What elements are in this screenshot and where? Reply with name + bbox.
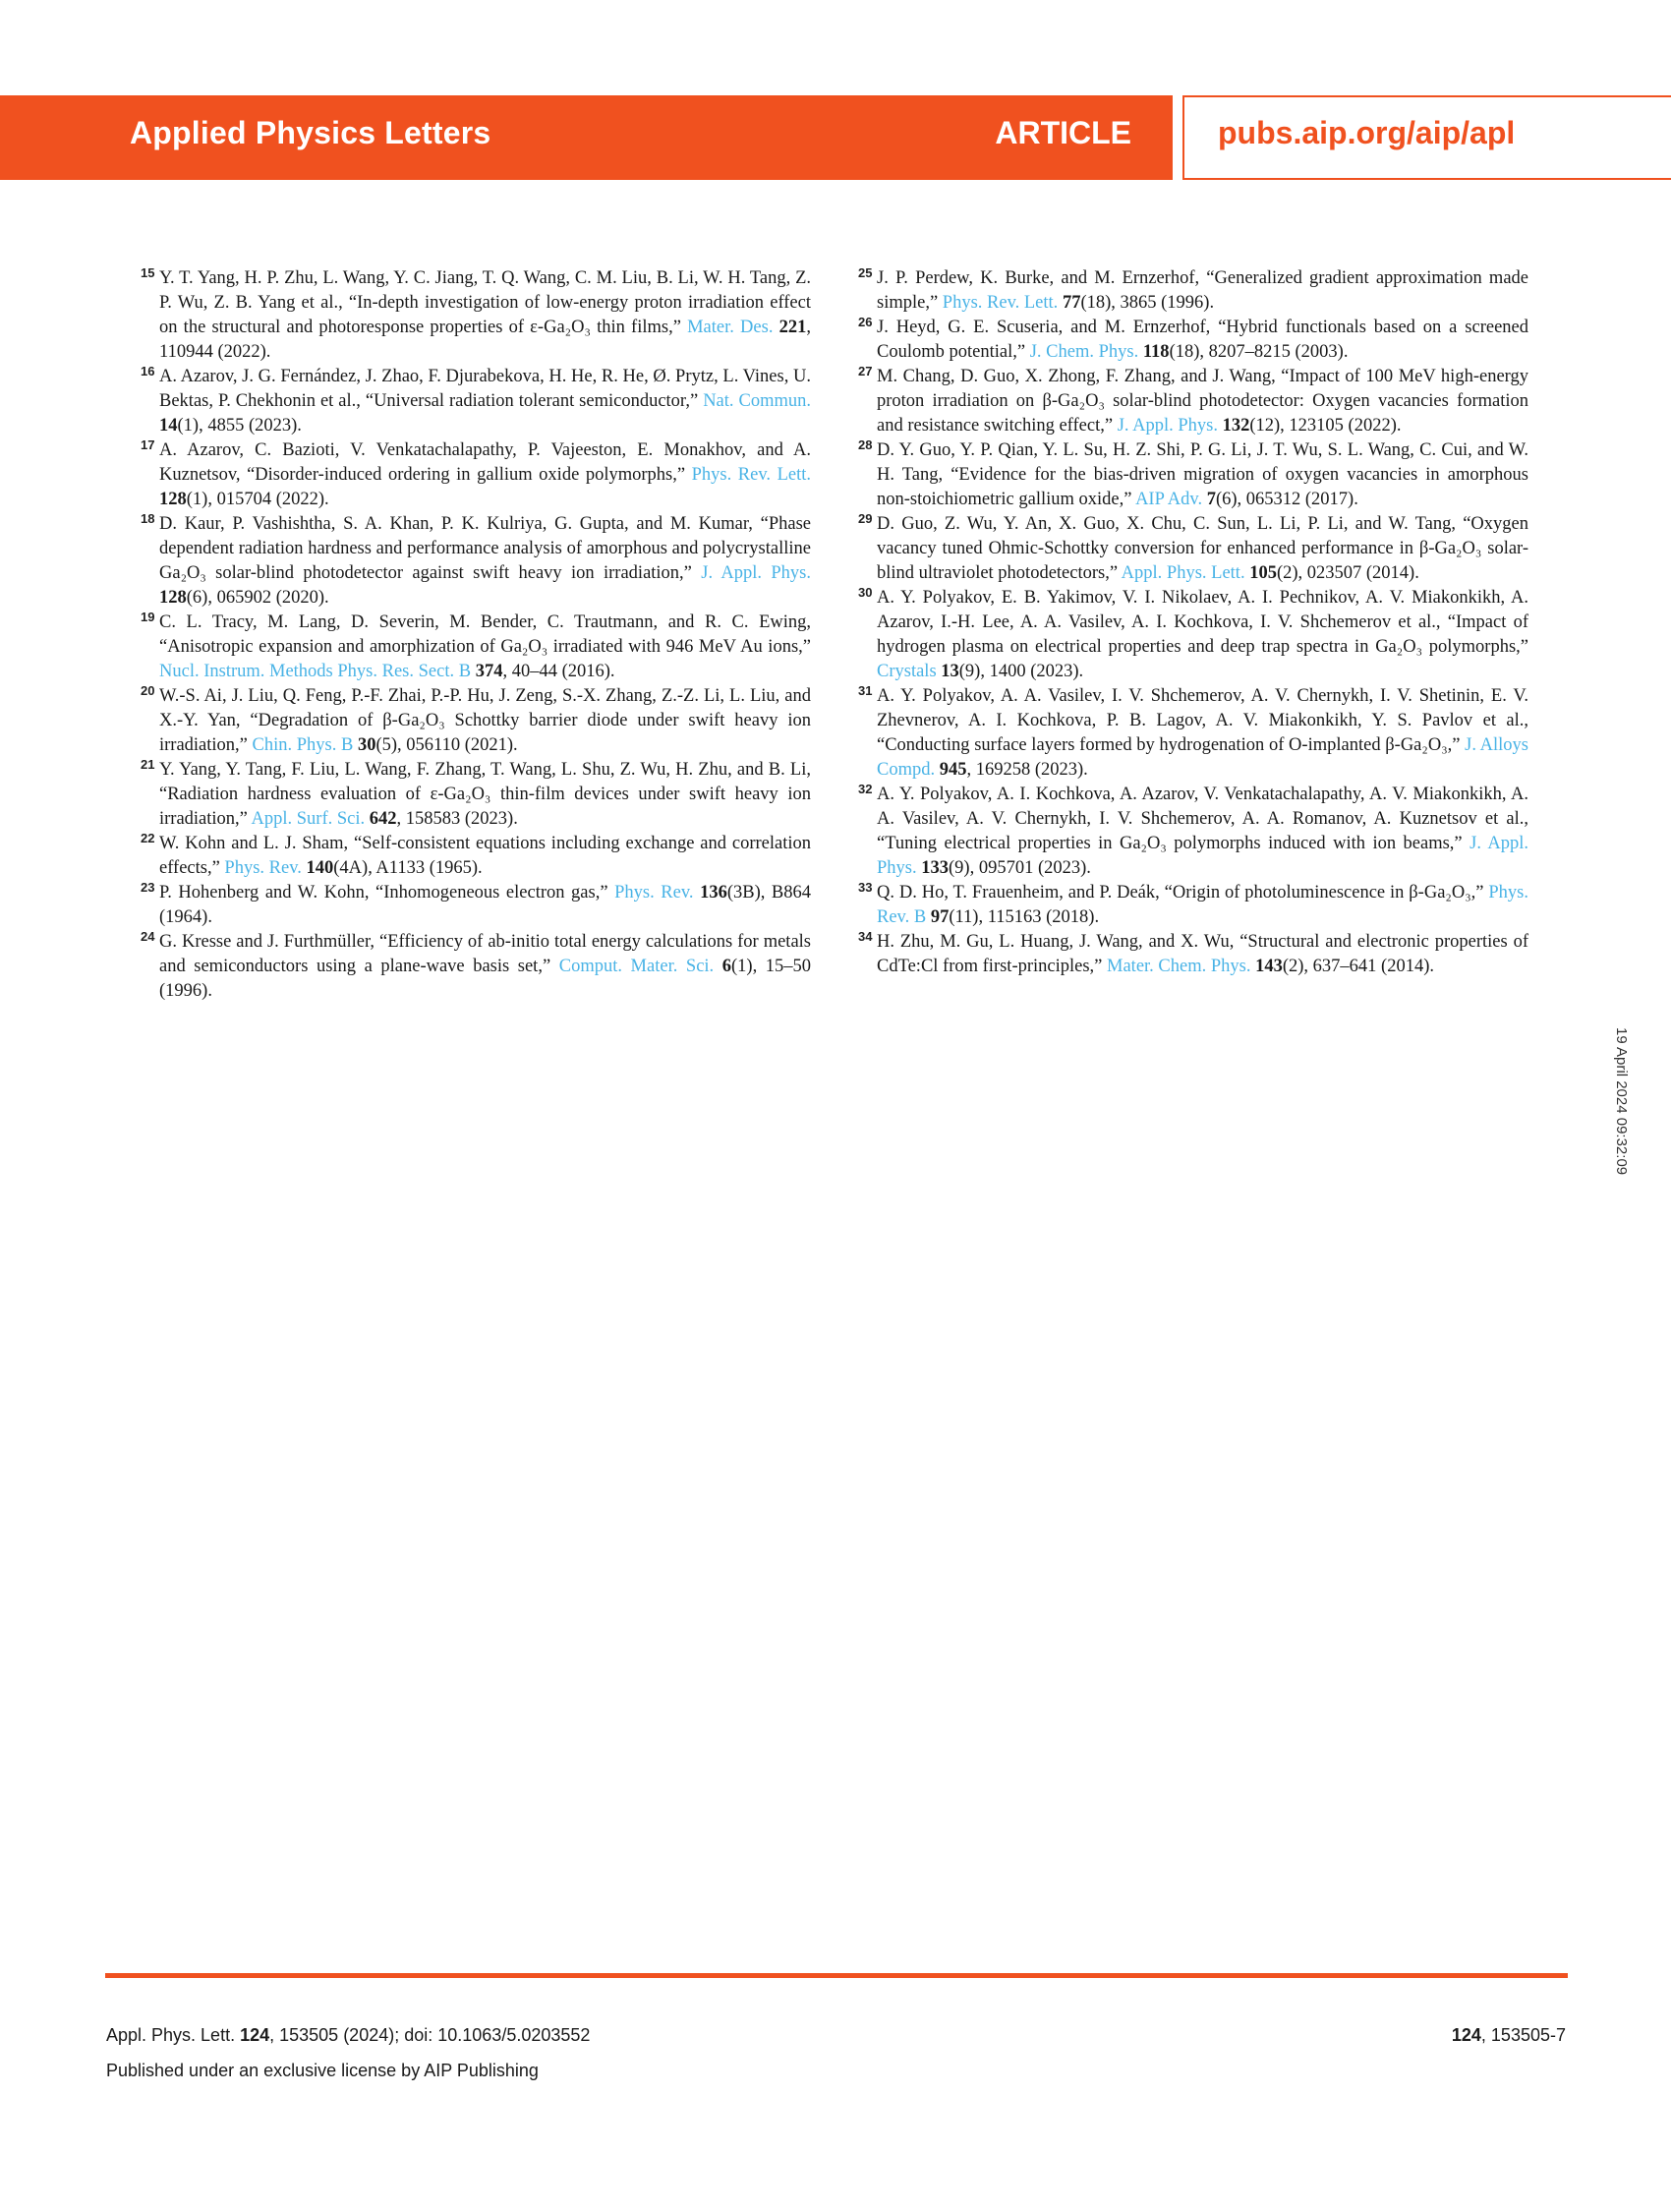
reference-item — [141, 684, 811, 758]
reference-volume: 128 — [159, 588, 187, 608]
reference-pages-year: , 169258 (2023). — [966, 760, 1088, 780]
reference-pages-year: (2), 023507 (2014). — [1276, 563, 1419, 583]
reference-pages-year: , 40–44 (2016). — [502, 662, 615, 681]
reference-pages-year: (6), 065312 (2017). — [1215, 490, 1358, 509]
reference-number: 23 — [141, 880, 155, 895]
reference-volume: 14 — [159, 416, 178, 436]
reference-volume: 143 — [1255, 957, 1283, 976]
reference-number: 25 — [858, 265, 873, 280]
reference-item — [858, 438, 1528, 512]
header-banner — [0, 95, 1173, 180]
reference-number: 15 — [141, 265, 155, 280]
reference-number: 32 — [858, 782, 873, 796]
reference-pages-year: (9), 1400 (2023). — [958, 662, 1084, 681]
reference-journal-link[interactable]: Appl. Surf. Sci. — [251, 809, 366, 829]
reference-item — [858, 684, 1528, 783]
reference-text: H. Zhu, M. Gu, L. Huang, J. Wang, and X. Wu, “Structural and electronic properties of CdTe:Cl from first-principles,” — [877, 932, 1528, 976]
reference-text: G. Kresse and J. Furthmüller, “Efficiency of ab-initio total energy calculations for metals and semiconductors using a plane-wave basis set,” — [159, 932, 811, 976]
reference-item — [858, 365, 1528, 438]
reference-number: 31 — [858, 683, 873, 698]
reference-journal-link[interactable]: Mater. Chem. Phys. — [1107, 957, 1251, 976]
citation-doi[interactable]: , 153505 (2024); doi: 10.1063/5.0203552 — [269, 2025, 591, 2045]
reference-volume: 30 — [357, 735, 376, 755]
references-column-right — [858, 266, 1528, 979]
reference-item — [858, 586, 1528, 684]
reference-item — [141, 832, 811, 881]
download-timestamp-text: 19 April 2024 09:32:09 — [1613, 1027, 1630, 1176]
reference-item — [141, 512, 811, 611]
page-volume: 124 — [1451, 2025, 1481, 2045]
reference-item — [858, 512, 1528, 586]
reference-number: 16 — [141, 364, 155, 378]
footer-divider — [105, 1973, 1568, 1978]
reference-volume: 132 — [1222, 416, 1250, 436]
reference-journal-link[interactable]: J. Chem. Phys. — [1029, 342, 1139, 362]
reference-journal-link[interactable]: Comput. Mater. Sci. — [558, 957, 715, 976]
reference-text: A. Azarov, J. G. Fernández, J. Zhao, F. Djurabekova, H. He, R. He, Ø. Prytz, L. Vines, U. Bektas, P. Chekhonin et al., “Universal radiation tolerant semiconductor,” — [159, 367, 811, 411]
reference-item — [858, 266, 1528, 316]
reference-volume: 118 — [1142, 342, 1170, 362]
reference-pages-year: (5), 056110 (2021). — [375, 735, 518, 755]
reference-text: A. Y. Polyakov, A. I. Kochkova, A. Azarov, V. Venkatachalapathy, A. V. Miakonkikh, A. A. Vasilev, A. V. Chernykh, I. V. Shchemerov, A. A. Romanov, A. Kuznetsov et al., “Tuning electrical properties in Ga₂O₃ polymorphs induced with ion beams,” — [877, 785, 1528, 853]
citation-journal: Appl. Phys. Lett. — [106, 2025, 241, 2045]
reference-pages-year: (1), 4855 (2023). — [177, 416, 302, 436]
reference-number: 30 — [858, 585, 873, 600]
reference-volume: 140 — [306, 858, 334, 878]
journal-url-link[interactable]: pubs.aip.org/aip/apl — [1218, 115, 1516, 150]
reference-number: 18 — [141, 511, 155, 526]
footer-page-number — [1452, 2025, 1566, 2046]
reference-journal-link[interactable]: AIP Adv. — [1135, 490, 1203, 509]
reference-number: 20 — [141, 683, 155, 698]
reference-volume: 128 — [159, 490, 187, 509]
reference-pages-year: , 158583 (2023). — [396, 809, 518, 829]
reference-item — [141, 881, 811, 930]
reference-journal-link[interactable]: Nucl. Instrum. Methods Phys. Res. Sect. B — [159, 662, 472, 681]
reference-item — [858, 881, 1528, 930]
reference-number: 28 — [858, 437, 873, 452]
footer-license: Published under an exclusive license by AIP Publishing — [106, 2061, 539, 2080]
reference-journal-link[interactable]: Phys. Rev. Lett. — [942, 293, 1059, 313]
reference-text: M. Chang, D. Guo, X. Zhong, F. Zhang, and J. Wang, “Impact of 100 MeV high-energy proton irradiation on β-Ga₂O₃ solar-blind photodetector: Oxygen vacancies formation and resistance switching effect,” — [877, 367, 1528, 436]
section-label: ARTICLE — [995, 115, 1131, 150]
reference-journal-link[interactable]: J. Appl. Phys. — [701, 563, 811, 583]
footer-citation — [106, 2025, 590, 2046]
reference-text: J. P. Perdew, K. Burke, and M. Ernzerhof, “Generalized gradient approximation made simple,” — [877, 268, 1528, 313]
reference-journal-link[interactable]: Phys. Rev. B — [877, 883, 1528, 927]
reference-item — [141, 611, 811, 684]
reference-item — [141, 438, 811, 512]
reference-volume: 7 — [1206, 490, 1216, 509]
reference-number: 17 — [141, 437, 155, 452]
reference-text: C. L. Tracy, M. Lang, D. Severin, M. Bender, C. Trautmann, and R. C. Ewing, “Anisotropic expansion and amorphization of Ga₂O₃ irradiated with 946 MeV Au ions,” — [159, 612, 811, 657]
reference-pages-year: , 110944 (2022). — [159, 318, 812, 362]
reference-item — [141, 266, 811, 365]
page-article-number: , 153505-7 — [1480, 2025, 1566, 2045]
reference-number: 27 — [858, 364, 873, 378]
reference-number: 22 — [141, 831, 155, 845]
reference-journal-link[interactable]: Phys. Rev. — [224, 858, 302, 878]
reference-volume: 642 — [369, 809, 397, 829]
reference-volume: 136 — [700, 883, 727, 902]
reference-pages-year: (18), 8207–8215 (2003). — [1169, 342, 1349, 362]
citation-volume: 124 — [240, 2025, 270, 2045]
reference-volume: 374 — [475, 662, 503, 681]
reference-text: Y. T. Yang, H. P. Zhu, L. Wang, Y. C. Jiang, T. Q. Wang, C. M. Liu, B. Li, W. H. Tang, Z. P. Wu, Z. B. Yang et al., “In-depth investigation of low-energy proton irradiation effect on the structural and photoresponse properties of ε-Ga₂O₃ thin films,” — [159, 268, 811, 337]
reference-volume: 6 — [721, 957, 731, 976]
reference-text: W. Kohn and L. J. Sham, “Self-consistent equations including exchange and correlation effects,” — [159, 834, 811, 878]
reference-item — [141, 930, 811, 1004]
reference-journal-link[interactable]: J. Appl. Phys. — [877, 834, 1529, 878]
reference-item — [858, 930, 1528, 979]
reference-number: 33 — [858, 880, 873, 895]
reference-text: A. Y. Polyakov, A. A. Vasilev, I. V. Shchemerov, A. V. Chernykh, I. V. Shetinin, E. V. Zhevnerov, A. I. Kochkova, P. B. Lagov, A. V. Miakonkikh, Y. S. Pavlov et al., “Conducting surface layers formed by hydrogenation of O-implanted β-Ga₂O₃,” — [877, 686, 1528, 755]
reference-number: 24 — [141, 929, 155, 944]
reference-text: Q. D. Ho, T. Frauenheim, and P. Deák, “Origin of photoluminescence in β-Ga₂O₃,” — [877, 883, 1484, 902]
reference-pages-year: (2), 637–641 (2014). — [1282, 957, 1435, 976]
reference-pages-year: (1), 15–50 (1996). — [159, 957, 812, 1001]
download-timestamp — [1613, 1027, 1640, 1194]
reference-text: D. Y. Guo, Y. P. Qian, Y. L. Su, H. Z. Shi, P. G. Li, J. T. Wu, S. L. Wang, C. Cui, and W. H. Tang, “Evidence for the bias-driven migration of oxygen vacancies in amorphous non-stoichiometric gallium oxide,” — [877, 440, 1528, 509]
references-column-left — [141, 266, 811, 1004]
reference-number: 26 — [858, 315, 873, 329]
reference-number: 34 — [858, 929, 873, 944]
reference-journal-link[interactable]: J. Appl. Phys. — [1117, 416, 1218, 436]
reference-volume: 133 — [921, 858, 949, 878]
reference-text: Y. Yang, Y. Tang, F. Liu, L. Wang, F. Zhang, T. Wang, L. Shu, Z. Wu, H. Zhu, and B. Li, “Radiation hardness evaluation of ε-Ga₂O₃ thin-film devices under swift heavy ion irradiation,” — [159, 760, 811, 829]
reference-item — [141, 758, 811, 832]
reference-volume: 77 — [1062, 293, 1081, 313]
reference-journal-link[interactable]: Chin. Phys. B — [252, 735, 354, 755]
reference-number: 29 — [858, 511, 873, 526]
reference-number: 19 — [141, 610, 155, 624]
reference-volume: 13 — [941, 662, 959, 681]
journal-name: Applied Physics Letters — [130, 115, 491, 150]
reference-journal-link[interactable]: Appl. Phys. Lett. — [1121, 563, 1245, 583]
reference-journal-link[interactable]: Phys. Rev. — [614, 883, 694, 902]
reference-volume: 945 — [939, 760, 967, 780]
reference-text: W.-S. Ai, J. Liu, Q. Feng, P.-F. Zhai, P.-P. Hu, J. Zeng, S.-X. Zhang, Z.-Z. Li, L. Liu, and X.-Y. Yan, “Degradation of β-Ga₂O₃ Schottky barrier diode under swift heavy ion irradiation,” — [159, 686, 811, 755]
journal-url-box[interactable] — [1182, 95, 1671, 180]
reference-volume: 221 — [778, 318, 807, 337]
reference-text: A. Y. Polyakov, E. B. Yakimov, V. I. Nikolaev, A. I. Pechnikov, A. V. Miakonkikh, A. Azarov, I.-H. Lee, A. A. Vasilev, A. I. Kochkova, I. V. Shchemerov et al., “Impact of hydrogen plasma on electrical properties and deep trap spectra in Ga₂O₃ polymorphs,” — [877, 588, 1528, 657]
reference-pages-year: (1), 015704 (2022). — [186, 490, 329, 509]
reference-journal-link[interactable]: Nat. Commun. — [703, 391, 811, 411]
reference-text: A. Azarov, C. Bazioti, V. Venkatachalapathy, P. Vajeeston, E. Monakhov, and A. Kuznetsov, “Disorder-induced ordering in gallium oxide polymorphs,” — [159, 440, 811, 485]
reference-item — [858, 316, 1528, 365]
reference-journal-link[interactable]: Phys. Rev. Lett. — [691, 465, 811, 485]
reference-pages-year: (3B), B864 (1964). — [159, 883, 812, 927]
reference-number: 21 — [141, 757, 155, 772]
reference-volume: 97 — [930, 907, 950, 927]
reference-item — [141, 365, 811, 438]
reference-journal-link[interactable]: Mater. Des. — [687, 318, 774, 337]
reference-pages-year: (11), 115163 (2018). — [949, 907, 1100, 927]
reference-pages-year: (12), 123105 (2022). — [1249, 416, 1402, 436]
reference-text: D. Kaur, P. Vashishtha, S. A. Khan, P. K. Kulriya, G. Gupta, and M. Kumar, “Phase dependent radiation hardness and performance analysis of amorphous and polycrystalline Ga₂O₃ solar-blind photodetector against swift heavy ion irradiation,” — [159, 514, 811, 583]
reference-text: J. Heyd, G. E. Scuseria, and M. Ernzerhof, “Hybrid functionals based on a screened Coulomb potential,” — [877, 318, 1528, 362]
reference-item — [858, 783, 1528, 881]
reference-pages-year: (6), 065902 (2020). — [186, 588, 329, 608]
reference-journal-link[interactable]: J. Alloys Compd. — [877, 735, 1528, 780]
reference-pages-year: (18), 3865 (1996). — [1080, 293, 1215, 313]
journal-header — [0, 95, 1671, 180]
reference-pages-year: (4A), A1133 (1965). — [333, 858, 483, 878]
reference-text: P. Hohenberg and W. Kohn, “Inhomogeneous electron gas,” — [159, 883, 608, 902]
reference-pages-year: (9), 095701 (2023). — [949, 858, 1091, 878]
reference-text: D. Guo, Z. Wu, Y. An, X. Guo, X. Chu, C. Sun, L. Li, P. Li, and W. Tang, “Oxygen vacancy tuned Ohmic-Schottky conversion for enhanced performance in β-Ga₂O₃ solar-blind ultraviolet photodetectors,” — [877, 514, 1528, 583]
reference-journal-link[interactable]: Crystals — [877, 662, 937, 681]
reference-volume: 105 — [1249, 563, 1277, 583]
